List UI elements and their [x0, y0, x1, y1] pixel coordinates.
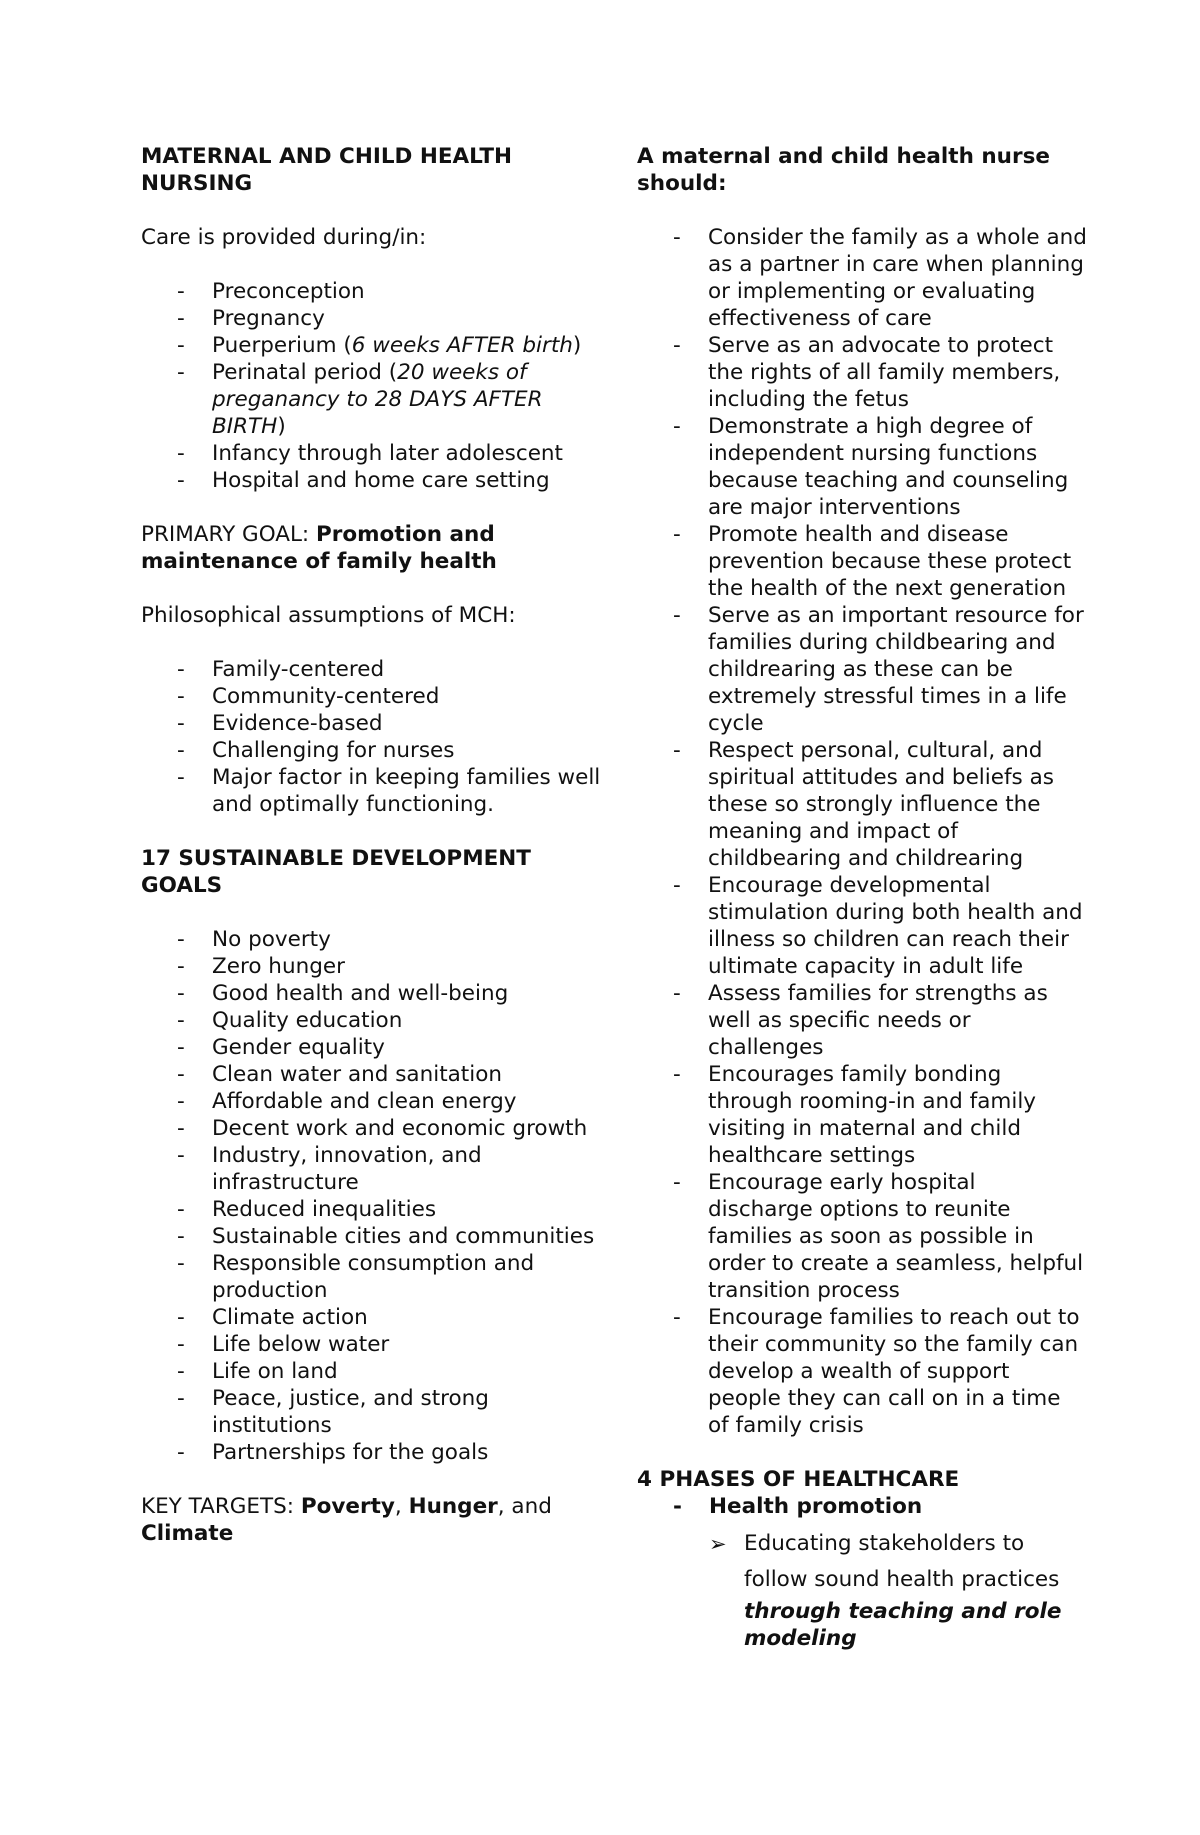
dash-bullet: -	[177, 1305, 185, 1330]
list-item: - Health promotion	[673, 1494, 923, 1519]
list-item: - Respect personal, cultural, and spiritual attitudes and beliefs as these so strongly influence the meaning and impact of childbearing and childrearing	[673, 738, 1054, 871]
list-item: - Pregnancy	[177, 306, 325, 331]
list-item: - Infancy through later adolescent	[177, 441, 563, 466]
dash-bullet: -	[177, 1359, 185, 1384]
list-item: - Peace, justice, and strong institutions	[177, 1386, 489, 1438]
dash-bullet: -	[177, 1224, 185, 1249]
dash-bullet: -	[177, 1116, 185, 1141]
dash-bullet: -	[673, 1062, 681, 1087]
list-item: - Decent work and economic growth	[177, 1116, 588, 1141]
sdg-heading: 17 SUSTAINABLE DEVELOPMENT GOALS	[141, 846, 531, 898]
list-item: - Serve as an important resource for families during childbearing and childrearing as these can be extremely stressful times in a life cycle	[673, 603, 1084, 736]
dash-bullet: -	[177, 333, 185, 358]
dash-bullet: -	[177, 306, 185, 331]
list-item: - Hospital and home care setting	[177, 468, 550, 493]
dash-bullet: -	[177, 279, 185, 304]
list-item: - Partnerships for the goals	[177, 1440, 489, 1465]
dash-bullet: -	[177, 1440, 185, 1465]
list-item: - No poverty	[177, 927, 331, 952]
phases-list	[637, 1493, 1087, 1520]
care-list	[141, 278, 601, 494]
list-item: - Clean water and sanitation	[177, 1062, 502, 1087]
list-item: - Gender equality	[177, 1035, 385, 1060]
philosophy-intro: Philosophical assumptions of MCH:	[141, 603, 516, 628]
list-item: - Puerperium (6 weeks AFTER birth)	[177, 333, 582, 358]
list-item: - Encourage developmental stimulation during both health and illness so children can reach their ultimate capacity in adult life	[673, 873, 1083, 979]
list-item: - Reduced inequalities	[177, 1197, 437, 1222]
phase-detail: ➢ Educating stakeholders to follow sound health practices through teaching and role modeling	[637, 1526, 1087, 1652]
list-item: - Good health and well-being	[177, 981, 509, 1006]
list-item: - Quality education	[177, 1008, 403, 1033]
dash-bullet: -	[177, 1062, 185, 1087]
dash-bullet: -	[177, 1035, 185, 1060]
list-item: - Affordable and clean energy	[177, 1089, 517, 1114]
list-item: - Perinatal period (20 weeks of preganancy to 28 DAYS AFTER BIRTH)	[177, 360, 543, 439]
nurse-should-heading: A maternal and child health nurse should:	[637, 144, 1050, 196]
dash-bullet: -	[673, 1305, 681, 1330]
dash-bullet: -	[177, 1332, 185, 1357]
dash-bullet: -	[177, 468, 185, 493]
dash-bullet: -	[673, 225, 681, 250]
dash-bullet: -	[177, 1008, 185, 1033]
dash-bullet: -	[177, 657, 185, 682]
dash-bullet: -	[177, 1386, 185, 1411]
sdg-list	[141, 926, 601, 1466]
dash-bullet: -	[177, 1143, 185, 1168]
list-item: - Life on land	[177, 1359, 338, 1384]
phases-heading: 4 PHASES OF HEALTHCARE	[637, 1467, 960, 1492]
list-item: - Industry, innovation, and infrastructure	[177, 1143, 482, 1195]
dash-bullet: -	[673, 414, 681, 439]
dash-bullet: -	[177, 684, 185, 709]
list-item: - Demonstrate a high degree of independent nursing functions because teaching and counseling are major interventions	[673, 414, 1069, 520]
dash-bullet: -	[177, 927, 185, 952]
document-title: MATERNAL AND CHILD HEALTH NURSING	[141, 144, 512, 196]
list-item: - Responsible consumption and production	[177, 1251, 535, 1303]
dash-bullet: -	[673, 873, 681, 898]
primary-goal: PRIMARY GOAL: Promotion and maintenance of family health	[141, 522, 497, 574]
list-item: - Community-centered	[177, 684, 440, 709]
dash-bullet: -	[673, 333, 681, 358]
dash-bullet: -	[673, 522, 681, 547]
list-item: - Zero hunger	[177, 954, 345, 979]
list-item: - Family-centered	[177, 657, 385, 682]
dash-bullet: -	[673, 738, 681, 763]
list-item: - Encourage early hospital discharge options to reunite families as soon as possible in order to create a seamless, helpful transition process	[673, 1170, 1084, 1303]
dash-bullet: -	[177, 765, 185, 790]
dash-bullet: -	[177, 1089, 185, 1114]
philosophy-list	[141, 656, 601, 818]
list-item: - Serve as an advocate to protect the rights of all family members, including the fetus	[673, 333, 1061, 412]
dash-bullet: -	[673, 1170, 681, 1195]
list-item: - Sustainable cities and communities	[177, 1224, 595, 1249]
list-item: - Encourages family bonding through rooming-in and family visiting in maternal and child healthcare settings	[673, 1062, 1037, 1168]
dash-bullet: -	[177, 954, 185, 979]
list-item: - Preconception	[177, 279, 365, 304]
care-intro: Care is provided during/in:	[141, 225, 427, 250]
dash-bullet: -	[673, 603, 681, 628]
list-item: - Challenging for nurses	[177, 738, 455, 763]
list-item: - Life below water	[177, 1332, 390, 1357]
nurse-should-list	[637, 224, 1087, 1439]
arrow-bullet-icon: ➢	[709, 1532, 727, 1556]
dash-bullet: -	[177, 738, 185, 763]
dash-bullet: -	[673, 981, 681, 1006]
list-item: - Evidence-based	[177, 711, 383, 736]
list-item: - Assess families for strengths as well as specific needs or challenges	[673, 981, 1048, 1060]
dash-bullet: -	[177, 441, 185, 466]
dash-bullet: -	[177, 981, 185, 1006]
list-item: - Encourage families to reach out to their community so the family can develop a wealth of support people they can call on in a time of family crisis	[673, 1305, 1080, 1438]
left-column	[141, 143, 601, 1547]
dash-bullet: -	[177, 1251, 185, 1276]
key-targets: KEY TARGETS: Poverty, Hunger, and Climate	[141, 1494, 552, 1546]
list-item: - Promote health and disease prevention because these protect the health of the next generation	[673, 522, 1072, 601]
right-column	[637, 143, 1087, 1652]
dash-bullet: -	[177, 360, 185, 385]
dash-bullet: -	[177, 1197, 185, 1222]
dash-bullet: -	[673, 1494, 682, 1519]
list-item: - Climate action	[177, 1305, 368, 1330]
dash-bullet: -	[177, 711, 185, 736]
list-item: - Major factor in keeping families well and optimally functioning.	[177, 765, 601, 817]
list-item: - Consider the family as a whole and as a partner in care when planning or implementing or evaluating effectiveness of care	[673, 225, 1087, 331]
